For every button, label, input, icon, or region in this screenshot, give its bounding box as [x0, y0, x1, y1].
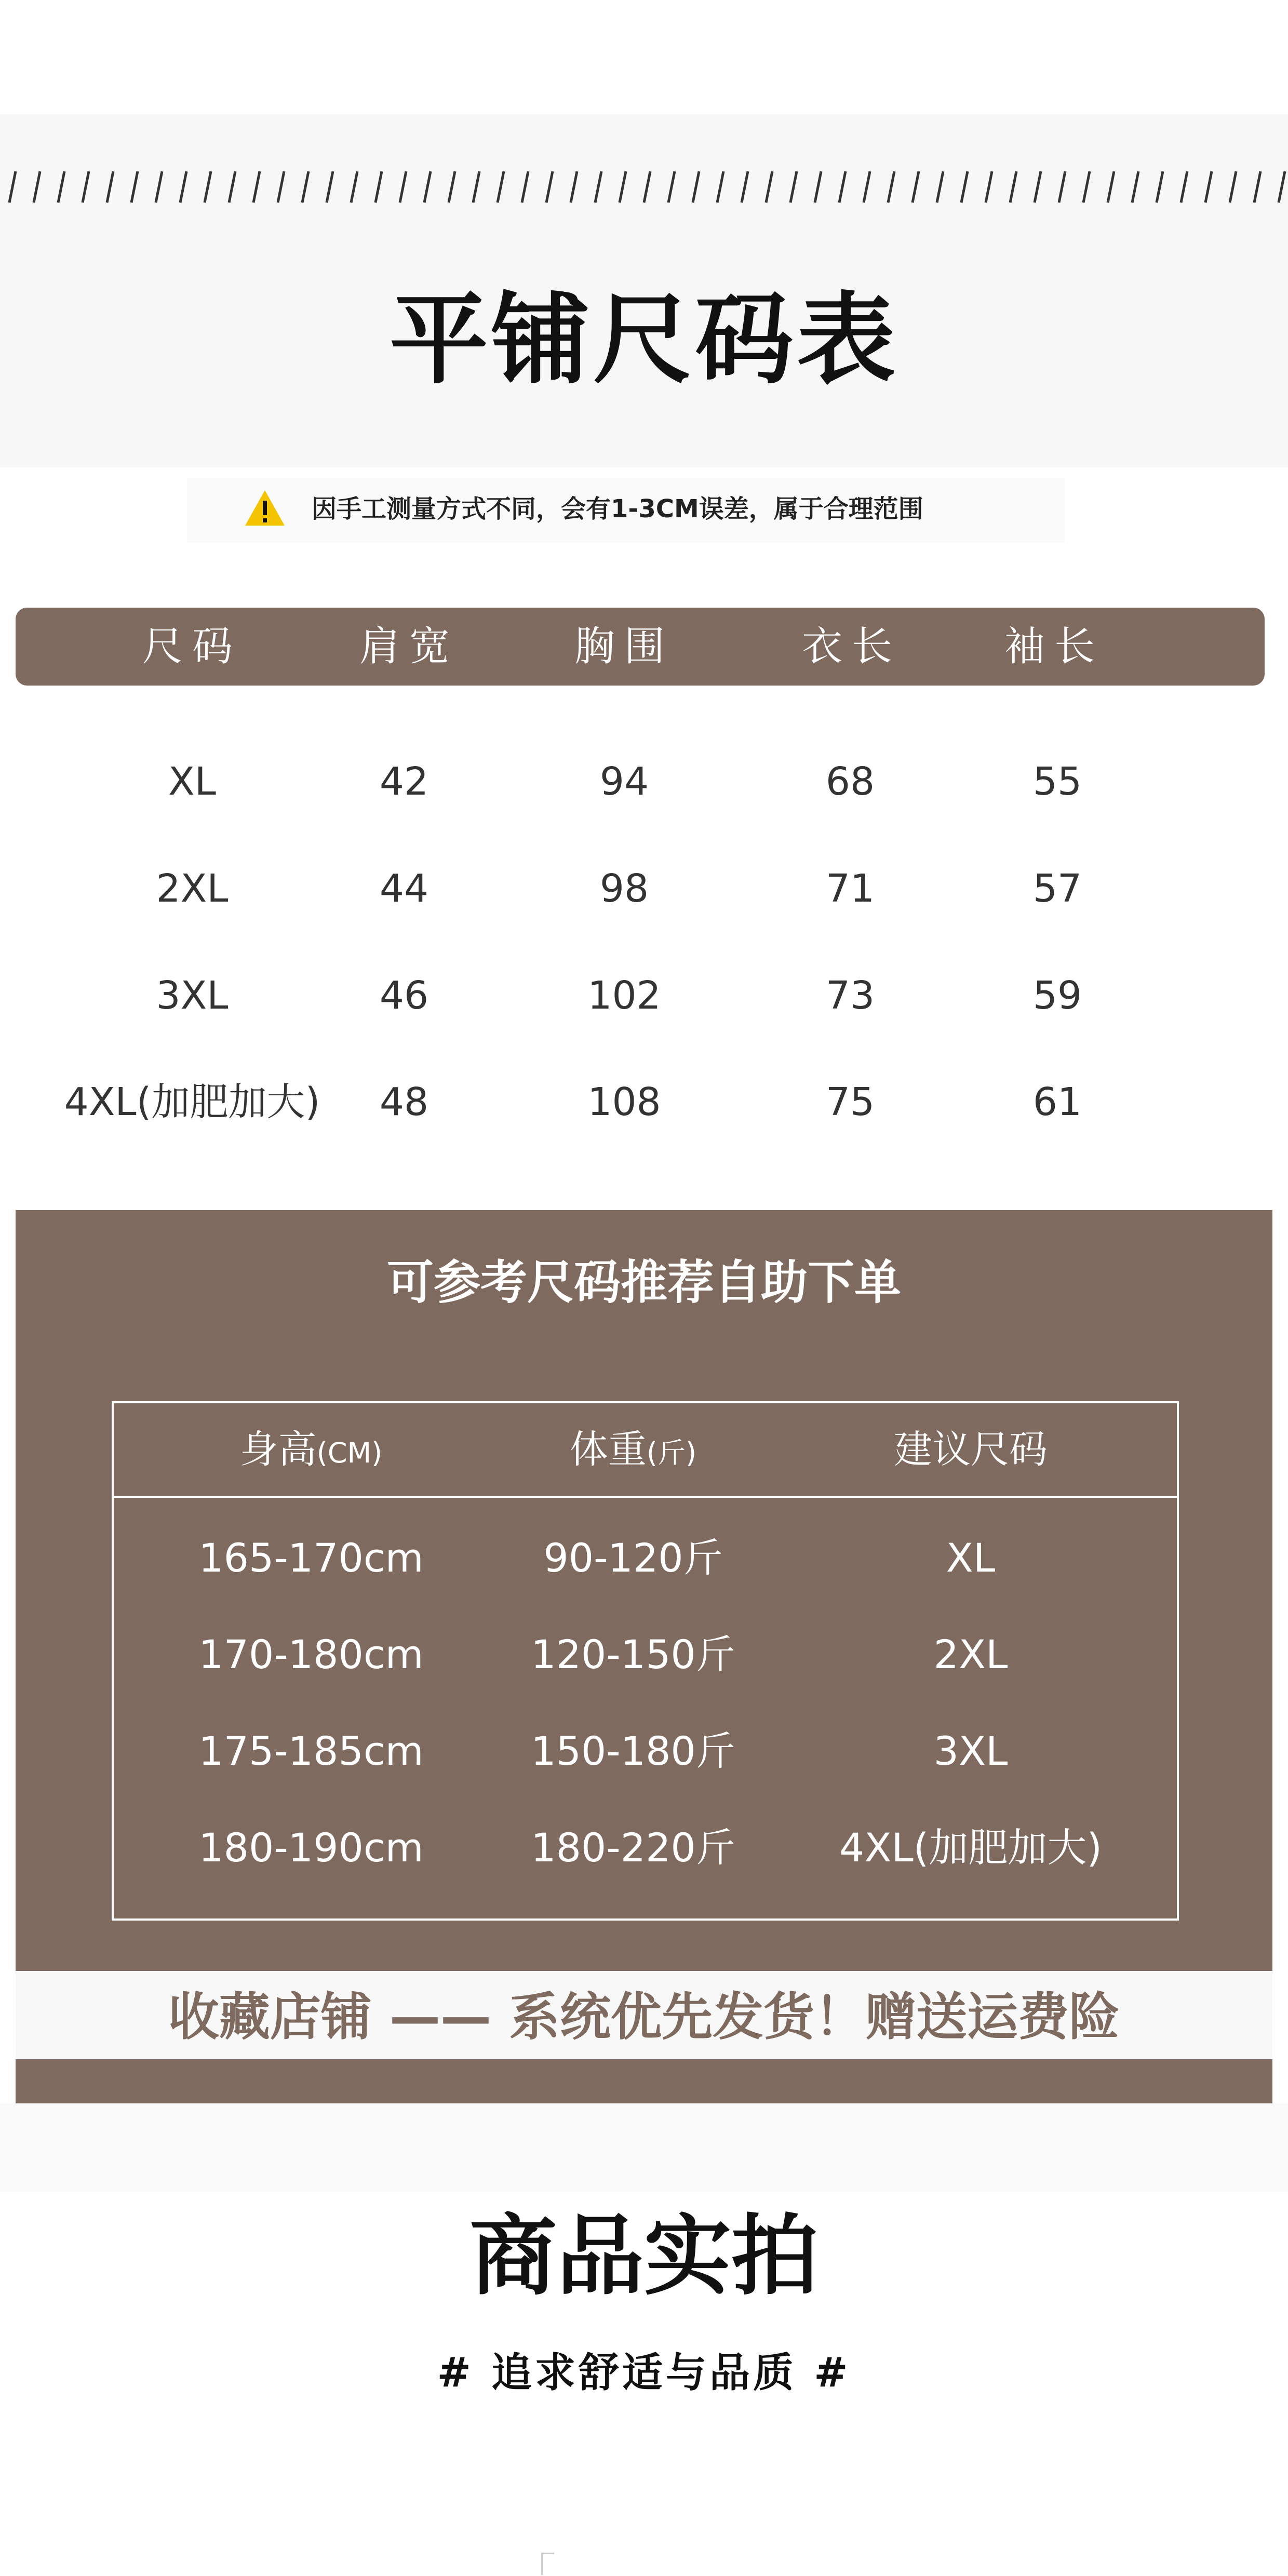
slash-mark [668, 171, 675, 203]
slash-mark [156, 171, 162, 203]
suggested-size-cell: 2XL [933, 1631, 1008, 1678]
slash-mark [1010, 171, 1016, 203]
shoulder-cell: 44 [379, 866, 429, 911]
slash-mark [790, 171, 797, 203]
slash-mark [327, 171, 333, 203]
slash-mark [766, 171, 772, 203]
slash-mark [131, 171, 138, 203]
weight-cell: 90-120斤 [543, 1535, 723, 1581]
slash-divider [0, 156, 1288, 218]
chest-cell: 94 [599, 759, 649, 804]
slash-mark [34, 171, 40, 203]
slash-mark [1059, 171, 1065, 203]
header-height-label: 身高 [239, 1427, 317, 1472]
header-weight [569, 1427, 697, 1472]
length-cell: 75 [825, 1080, 875, 1124]
slash-mark [742, 171, 748, 203]
slash-mark [1035, 171, 1041, 203]
header-height [239, 1427, 383, 1472]
size-recommendation-panel [16, 1210, 1272, 1971]
slash-mark [839, 171, 846, 203]
slash-mark [888, 171, 894, 203]
suggested-size-cell: XL [946, 1535, 996, 1581]
header-chest: 胸围 [574, 623, 675, 670]
chest-cell: 98 [599, 866, 649, 911]
slash-mark [400, 171, 406, 203]
weight-cell: 150-180斤 [531, 1728, 735, 1774]
shoulder-cell: 48 [379, 1080, 429, 1124]
header-sleeve: 袖长 [1004, 623, 1105, 670]
header-size: 尺码 [142, 623, 243, 670]
size-table-header [16, 608, 1265, 686]
slash-mark [107, 171, 113, 203]
promo-text: 收藏店铺 —— 系统优先发货！赠送运费险 [168, 1988, 1120, 2047]
slash-mark [595, 171, 601, 203]
recommendation-table [112, 1401, 1179, 1921]
notice-text: 因手工测量方式不同，会有1-3CM误差，属于合理范围 [312, 494, 923, 524]
slash-mark [644, 171, 650, 203]
slash-mark [571, 171, 577, 203]
slash-mark [473, 171, 479, 203]
slash-mark [253, 171, 260, 203]
size-cell: 3XL [156, 973, 229, 1018]
slash-mark [1181, 171, 1187, 203]
shoulder-cell: 46 [379, 973, 429, 1018]
slash-mark [1230, 171, 1236, 203]
height-cell: 180-190cm [198, 1824, 424, 1871]
warning-icon [244, 489, 286, 527]
slash-mark [351, 171, 357, 203]
recommendation-title: 可参考尺码推荐自助下单 [387, 1255, 901, 1310]
slash-mark [717, 171, 723, 203]
slash-mark [937, 171, 943, 203]
weight-cell: 180-220斤 [531, 1824, 735, 1871]
slash-mark [961, 171, 968, 203]
slash-mark [229, 171, 235, 203]
header-suggested-size-label: 建议尺码 [894, 1427, 1048, 1472]
section-title: 商品实拍 [469, 2205, 819, 2307]
header-shoulder: 肩宽 [359, 623, 460, 670]
slash-mark [278, 171, 284, 203]
slash-mark [1083, 171, 1090, 203]
slash-mark [83, 171, 89, 203]
shoulder-cell: 42 [379, 759, 429, 804]
slash-mark [375, 171, 382, 203]
measurement-notice [187, 478, 1065, 543]
height-cell: 175-185cm [198, 1728, 424, 1774]
suggested-size-cell: 3XL [933, 1728, 1008, 1774]
slash-mark [205, 171, 211, 203]
slash-mark [1132, 171, 1138, 203]
slash-mark [864, 171, 870, 203]
slash-mark [1157, 171, 1163, 203]
size-cell: 2XL [156, 866, 229, 911]
slash-mark [1279, 171, 1285, 203]
slash-mark [913, 171, 919, 203]
length-cell: 71 [825, 866, 875, 911]
top-margin [0, 0, 1288, 114]
slash-mark [693, 171, 699, 203]
slash-mark [815, 171, 821, 203]
slash-mark [180, 171, 186, 203]
header-weight-unit: (斤) [646, 1437, 697, 1469]
weight-cell: 120-150斤 [531, 1631, 735, 1678]
chest-cell: 108 [587, 1080, 661, 1124]
sleeve-cell: 61 [1032, 1080, 1082, 1124]
section-tagline: # 追求舒适与品质 # [437, 2350, 851, 2396]
size-cell: 4XL(加肥加大) [64, 1080, 320, 1124]
slash-mark [986, 171, 992, 203]
header-length: 衣长 [801, 623, 902, 670]
header-suggested-size [894, 1427, 1048, 1472]
size-cell: XL [168, 759, 216, 804]
chest-cell: 102 [587, 973, 661, 1018]
slash-mark [9, 171, 16, 203]
header-divider [114, 1496, 1177, 1498]
image-edge-mark [541, 2553, 554, 2575]
slash-mark [302, 171, 308, 203]
sleeve-cell: 55 [1032, 759, 1082, 804]
suggested-size-cell: 4XL(加肥加大) [839, 1824, 1103, 1871]
slash-mark [498, 171, 504, 203]
length-cell: 68 [825, 759, 875, 804]
sleeve-cell: 57 [1032, 866, 1082, 911]
slash-mark [1108, 171, 1114, 203]
slash-mark [424, 171, 431, 203]
length-cell: 73 [825, 973, 875, 1018]
page-title: 平铺尺码表 [389, 283, 898, 397]
height-cell: 170-180cm [198, 1631, 424, 1678]
slash-mark [1254, 171, 1260, 203]
sleeve-cell: 59 [1032, 973, 1082, 1018]
header-height-unit: (CM) [316, 1437, 383, 1469]
slash-mark [1205, 171, 1212, 203]
slash-mark [58, 171, 64, 203]
slash-mark [449, 171, 455, 203]
slash-mark [620, 171, 626, 203]
promo-banner [16, 1971, 1272, 2059]
header-weight-label: 体重 [569, 1427, 647, 1472]
slash-mark [522, 171, 528, 203]
slash-mark [546, 171, 553, 203]
height-cell: 165-170cm [198, 1535, 424, 1581]
promo-bar [16, 2059, 1272, 2103]
